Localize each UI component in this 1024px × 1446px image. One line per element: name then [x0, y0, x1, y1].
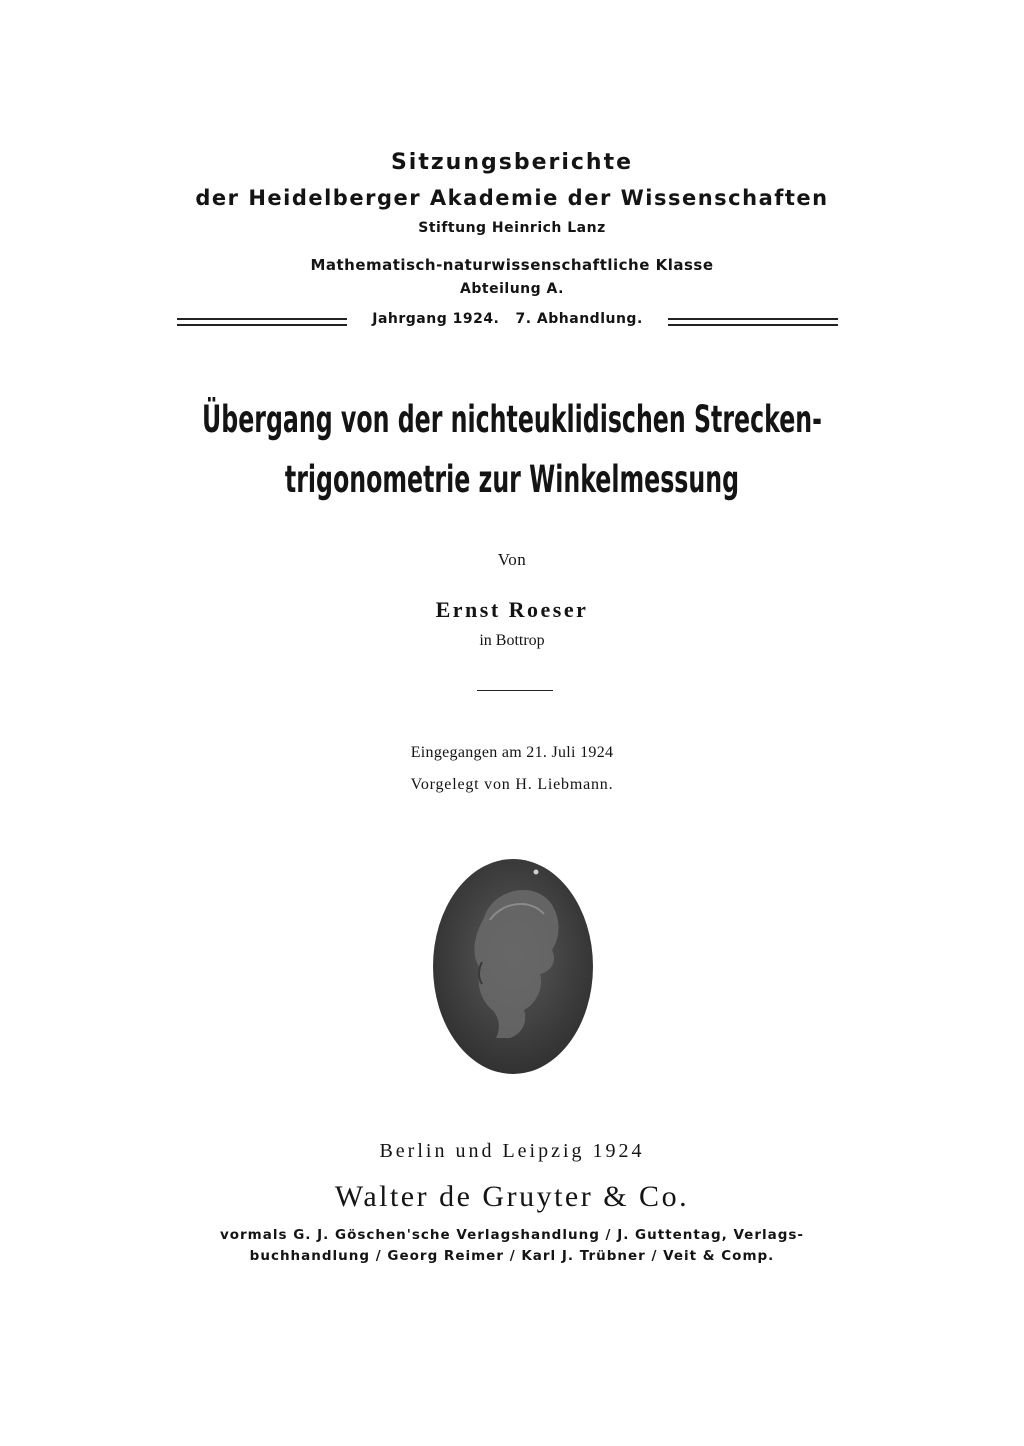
- author-location: in Bottrop: [479, 632, 545, 649]
- publisher-name: Walter de Gruyter & Co.: [334, 1180, 690, 1213]
- double-rule-right: [668, 318, 838, 326]
- series-title: Sitzungsberichte: [390, 150, 634, 175]
- publisher-predecessors-line-2: buchhandlung / Georg Reimer / Karl J. Trübner / Veit & Comp.: [249, 1248, 775, 1264]
- publisher-medallion-image: [432, 858, 594, 1075]
- division-name: Abteilung A.: [460, 281, 564, 297]
- volume-row: [0, 310, 1024, 332]
- place-and-year: Berlin und Leipzig 1924: [379, 1140, 645, 1162]
- class-name: Mathematisch-naturwissenschaftliche Klasse: [310, 256, 714, 274]
- double-rule-left: [177, 318, 347, 326]
- academy-name: der Heidelberger Akademie der Wissenschaften: [195, 186, 829, 210]
- volume-info: Jahrgang 1924. 7. Abhandlung.: [372, 311, 643, 327]
- article-title-line-2: trigonometrie zur Winkelmessung: [284, 458, 740, 501]
- publisher-predecessors-line-1: vormals G. J. Göschen'sche Verlagshandlung / J. Guttentag, Verlags-: [219, 1227, 805, 1243]
- author-name: Ernst Roeser: [435, 597, 589, 622]
- foundation-name: Stiftung Heinrich Lanz: [418, 220, 606, 236]
- by-label: Von: [497, 550, 527, 569]
- received-date: Eingegangen am 21. Juli 1924: [410, 744, 614, 761]
- divider: [477, 690, 553, 691]
- article-title-line-1: Übergang von der nichteuklidischen Strecken-: [202, 398, 822, 441]
- presented-by: Vorgelegt von H. Liebmann.: [410, 776, 614, 793]
